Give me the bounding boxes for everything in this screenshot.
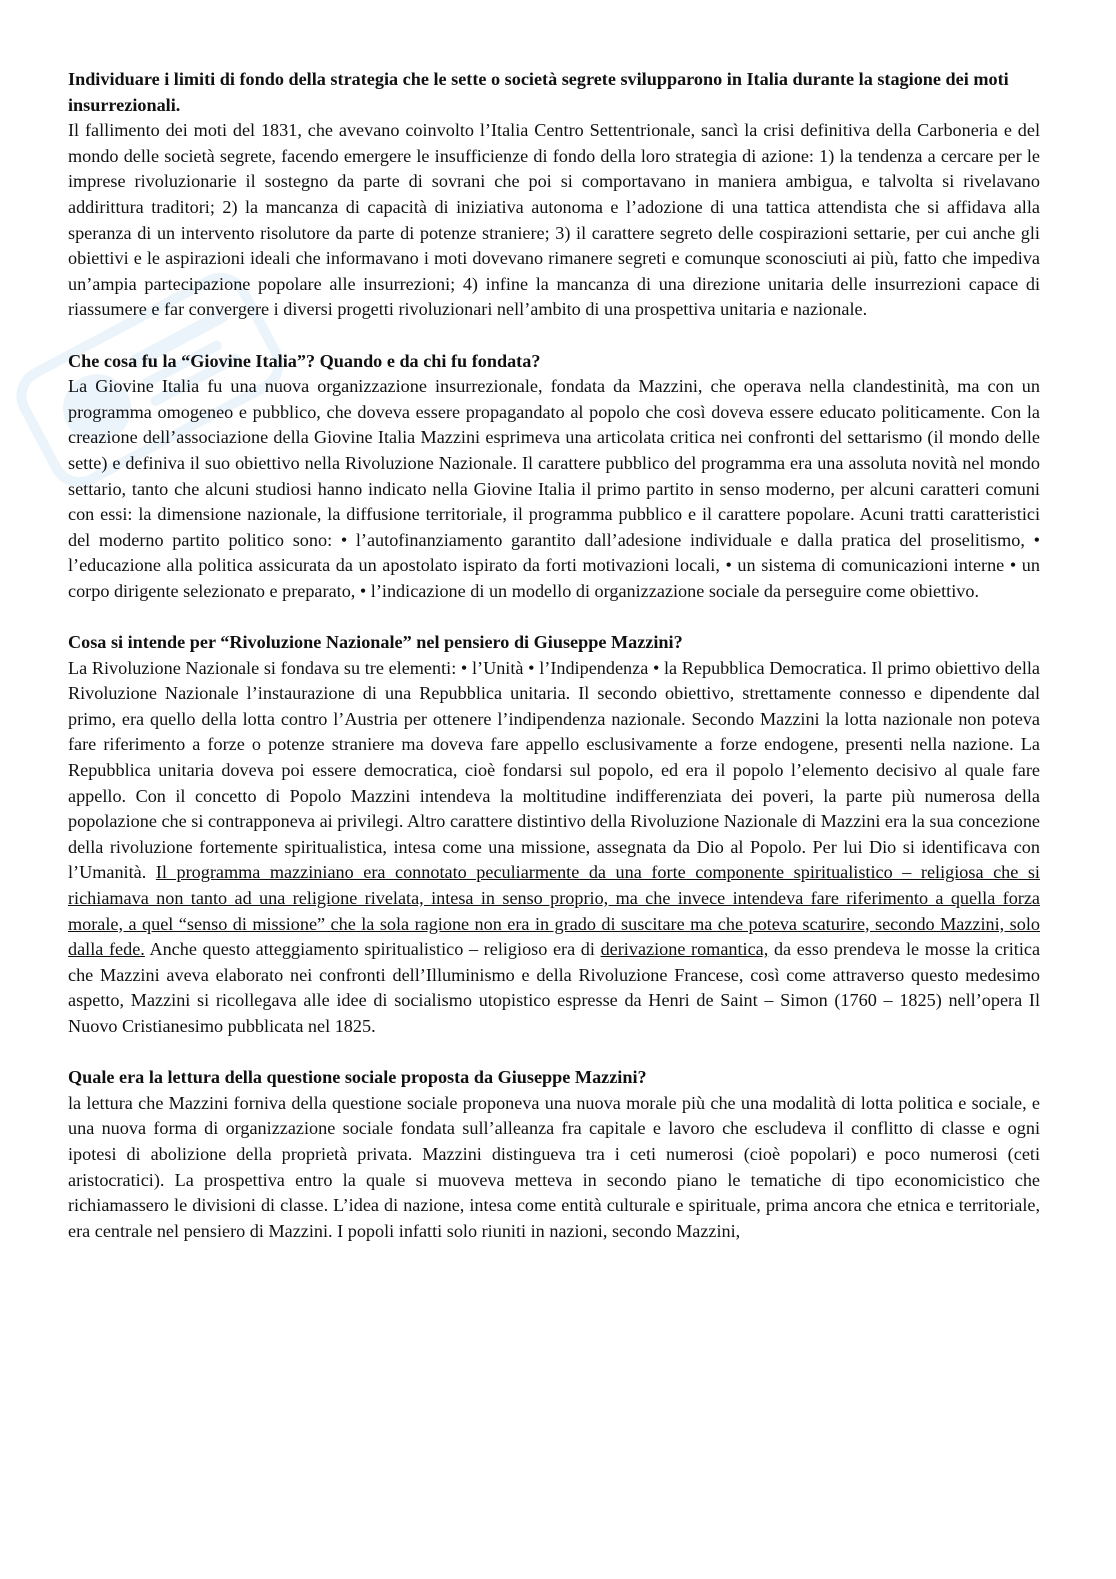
- question-heading: Che cosa fu la “Giovine Italia”? Quando e da chi fu fondata?: [68, 350, 541, 371]
- question-heading: Quale era la lettura della questione sociale proposta da Giuseppe Mazzini?: [68, 1067, 647, 1088]
- answer-paragraph: Il fallimento dei moti del 1831, che avevano coinvolto l’Italia Centro Settentrionale, sancì la crisi definitiva della Carboneria e del mondo delle società segrete, facendo emergere le insufficienze di fondo della loro strategia di azione: 1) la tendenza a cercare per le imprese rivoluzionarie il sostegno da parte di sovrani che poi si comportavano in maniera ambigua, e talvolta si rivelavano addirittura traditori; 2) la mancanza di capacità di iniziativa autonoma e l’adozione di una tattica attendista che si affidava alla speranza di un intervento risolutore da parte di potenze straniere; 3) il carattere segreto delle cospirazioni settarie, per cui anche gli obiettivi e le aspirazioni ideali che informavano i moti dovevano rimanere segreti e comunque sconosciuti ai più, fatto che impediva un’ampia partecipazione popolare alle insurrezioni; 4) infine la mancanza di una direzione unitaria delle insurrezioni capace di riassumere e far convergere i diversi progetti rivoluzionari nell’ambito di una prospettiva unitaria e nazionale.: [68, 120, 1040, 320]
- section-rivoluzione-nazionale: [68, 630, 1040, 1040]
- answer-paragraph: La Giovine Italia fu una nuova organizzazione insurrezionale, fondata da Mazzini, che operava nella clandestinità, ma con un programma omogeneo e pubblico, che doveva essere propagandato al popolo che così doveva essere educato politicamente. Con la creazione dell’associazione della Giovine Italia Mazzini esprimeva una articolata critica nei confronti del settarismo (il mondo delle sette) e definiva il suo obiettivo nella Rivoluzione Nazionale. Il carattere pubblico del programma era una assoluta novità nel mondo settario, tanto che alcuni studiosi hanno indicato nella Giovine Italia il primo partito in senso moderno, per alcuni caratteri comuni con essi: la dimensione nazionale, la diffusione territoriale, il programma pubblico e il carattere popolare. Acuni tratti caratteristici del moderno partito politico sono: • l’autofinanziamento garantito dall’adesione individuale e dalla pratica del proselitismo, • l’educazione alla politica assicurata da un apostolato ispirato da forti motivazioni locali, • un sistema di comunicazioni interne • un corpo dirigente selezionato e preparato, • l’indicazione di un modello di organizzazione sociale da perseguire come obiettivo.: [68, 376, 1040, 601]
- answer-paragraph: la lettura che Mazzini forniva della questione sociale proponeva una nuova morale più che una modalità di lotta politica e sociale, e una nuova forma di organizzazione sociale fondata sull’alleanza fra capitale e lavoro che escludeva il conflitto di classe e ogni ipotesi di abolizione della proprietà privata. Mazzini distingueva tra i ceti numerosi (cioè popolari) e poco numerosi (ceti aristocratici). La prospettiva entro la quale si muoveva metteva in secondo piano le tematiche di tipo economicistico che richiamassero le divisioni di classe. L’idea di nazione, intesa come entità culturale e spirituale, prima ancora che etnica e territoriale, era centrale nel pensiero di Mazzini. I popoli infatti solo riuniti in nazioni, secondo Mazzini,: [68, 1092, 1040, 1241]
- question-heading: Cosa si intende per “Rivoluzione Nazionale” nel pensiero di Giuseppe Mazzini?: [68, 632, 683, 653]
- underlined-passage: Il programma mazziniano era connotato peculiarmente da una forte componente spiritualistico – religiosa che si richiamava non tanto ad una religione rivelata, intesa in senso proprio, ma che invece intendeva fare riferimento a quella forza morale, a quel “senso di missione” che la sola ragione non era in grado di suscitare ma che poteva scaturire, secondo Mazzini, solo dalla fede.: [68, 862, 1040, 960]
- underlined-phrase: derivazione romantica,: [600, 939, 769, 960]
- section-giovine-italia: [68, 349, 1040, 605]
- answer-text: La Rivoluzione Nazionale si fondava su tre elementi: • l’Unità • l’Indipendenza • la Repubblica Democratica. Il primo obiettivo della Rivoluzione Nazionale l’instaurazione di una Repubblica unitaria. Il secondo obiettivo, strettamente connesso e dipendente dal primo, era quello della lotta contro l’Austria per ottenere l’indipendenza nazionale. Secondo Mazzini la lotta nazionale non poteva fare riferimento a forze o potenze straniere ma doveva fare appello esclusivamente a forze endogene, presenti nella nazione. La Repubblica unitaria doveva poi essere democratica, cioè fondarsi sul popolo, ed era il popolo l’elemento decisivo al quale fare appello. Con il concetto di Popolo Mazzini intendeva la moltitudine indifferenziata dei poveri, la parte più numerosa della popolazione che si contrapponeva ai privilegi. Altro carattere distintivo della Rivoluzione Nazionale di Mazzini era la sua concezione della rivoluzione fortemente spiritualistica, intesa come una missione, assegnata da Dio al Popolo. Per lui Dio si identificava con l’Umanità.: [68, 657, 1040, 883]
- document-page: [68, 67, 1040, 1270]
- answer-paragraph: [68, 656, 1040, 1040]
- answer-text: Anche questo atteggiamento spiritualistico – religioso era di: [144, 939, 601, 960]
- section-questione-sociale: [68, 1065, 1040, 1244]
- question-heading: Individuare i limiti di fondo della strategia che le sette o società segrete svilupparono in Italia durante la stagione dei moti insurrezionali.: [68, 69, 1009, 115]
- section-limits-secret-societies: [68, 67, 1040, 323]
- answer-text: da esso prendeva le mosse la critica che Mazzini aveva elaborato nei confronti dell’Illuminismo e della Rivoluzione Francese, così come attraverso questo medesimo aspetto, Mazzini si ricollegava alle idee di socialismo utopistico espresse da Henri de Saint – Simon (1760 – 1825) nell’opera Il Nuovo Cristianesimo pubblicata nel 1825.: [68, 939, 1041, 1036]
